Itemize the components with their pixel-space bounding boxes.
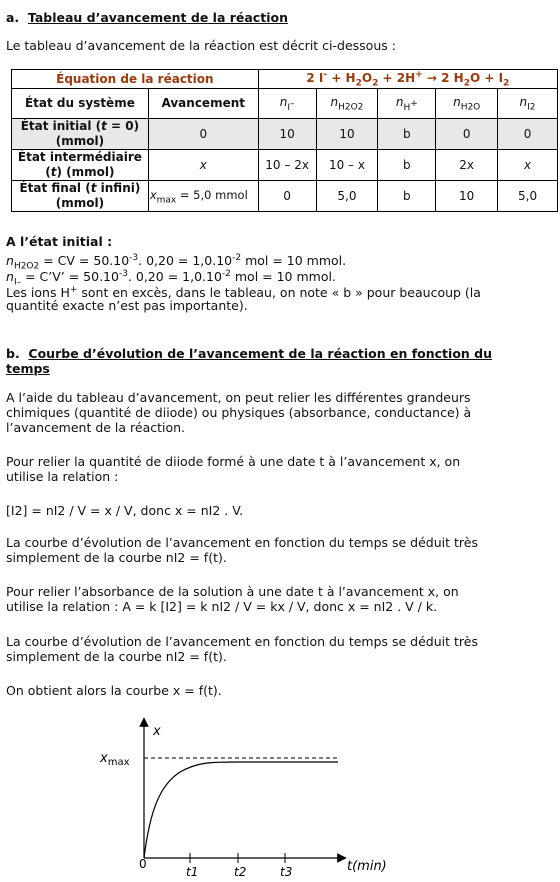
paragraph-3: La courbe d’évolution de l’avancement en fonction du temps se déduit très simplement de la courbe nI2 = f(t).	[6, 535, 478, 565]
y-axis-label: x	[153, 724, 161, 739]
advancement-curve	[144, 762, 338, 858]
paragraph-5: La courbe d’évolution de l’avancement en fonction du temps se déduit très simplement de la courbe nI2 = f(t).	[6, 634, 478, 664]
initial-heading: A l’état initial :	[6, 234, 113, 249]
avancement-header: Avancement	[148, 89, 258, 119]
tick-label-t3: t3	[280, 865, 293, 879]
paragraph-1: A l’aide du tableau d’avancement, on peut relier les différentes grandeurs chimiques (quantité de diiode) ou physiques (absorbance, conductance) à l’avancement de la réaction.	[6, 390, 472, 435]
tick-label-t1: t1	[186, 865, 199, 879]
relation-1: [I2] = nI2 / V = x / V, donc x = nI2 . V.	[6, 503, 244, 518]
origin-label: 0	[139, 857, 147, 871]
intro-text: Le tableau d’avancement de la réaction est décrit ci-dessous :	[6, 38, 396, 53]
row-label: État final (t infini) (mmol)	[12, 181, 149, 212]
species-header-h: $n_{H^+}$	[378, 89, 436, 119]
initial-line-4: quantité exacte n’est pas importante).	[6, 298, 248, 313]
x-axis-label: t(min)	[347, 859, 387, 874]
species-header-h2o: $n_{H2O}$	[436, 89, 498, 119]
species-header-i2: $n_{I2}$	[498, 89, 558, 119]
section-a-title: Tableau d’avancement de la réaction	[27, 10, 288, 25]
table-row: État initial (t = 0) (mmol) 0 10 10 b 0 0	[12, 119, 558, 150]
paragraph-2: Pour relier la quantité de diiode formé à une date t à l’avancement x, on utilise la relation :	[6, 454, 461, 484]
initial-line-3: Les ions H+ sont en excès, dans le tableau, on note « b » pour beaucoup (la	[6, 285, 481, 301]
equation-label: Équation de la réaction	[12, 70, 259, 89]
initial-line-1: $n_{H2O2}$ = CV = $50.10^{-3}$. $0,20 = 1,0.10^{-2}$ mol = 10 mmol.	[6, 253, 347, 272]
table-row: État intermédiaire (t) (mmol) x 10 – 2x 10 – x b 2x x	[12, 150, 558, 181]
species-header-i: $n_{I^-}$	[258, 89, 316, 119]
section-a-heading: a. Tableau d’avancement de la réaction	[6, 10, 288, 25]
paragraph-4: Pour relier l’absorbance de la solution à une date t à l’avancement x, on utilise la relation : A = k [I2] = k nI2 / V = kx / V, donc x = nI2 . V / k.	[6, 584, 459, 614]
row-label: État initial (t = 0) (mmol)	[12, 119, 149, 150]
species-header-h2o2: $n_{H2O2}$	[316, 89, 378, 119]
section-b-heading: b. Courbe d’évolution de l’avancement de la réaction en fonction du temps	[6, 346, 493, 376]
etat-header: État du système	[12, 89, 149, 119]
paragraph-6: On obtient alors la courbe x = f(t).	[6, 683, 222, 698]
table-row: État final (t infini) (mmol) $x_{max} = 5,0$ mmol 0 5,0 b 10 5,0	[12, 181, 558, 212]
xmax-label: $x_{max}$	[100, 751, 130, 768]
row-label: État intermédiaire (t) (mmol)	[12, 150, 149, 181]
initial-line-2: $n_{I-}$ = C’V’ = $50.10^{-3}$. $0,20 = 1,0.10^{-2}$ mol = 10 mmol.	[6, 269, 336, 288]
equation: 2 $I^- + H_2O_2 + 2H^+ \to 2$ $H_2O + I_2$	[258, 70, 557, 89]
tick-label-t2: t2	[234, 865, 247, 879]
